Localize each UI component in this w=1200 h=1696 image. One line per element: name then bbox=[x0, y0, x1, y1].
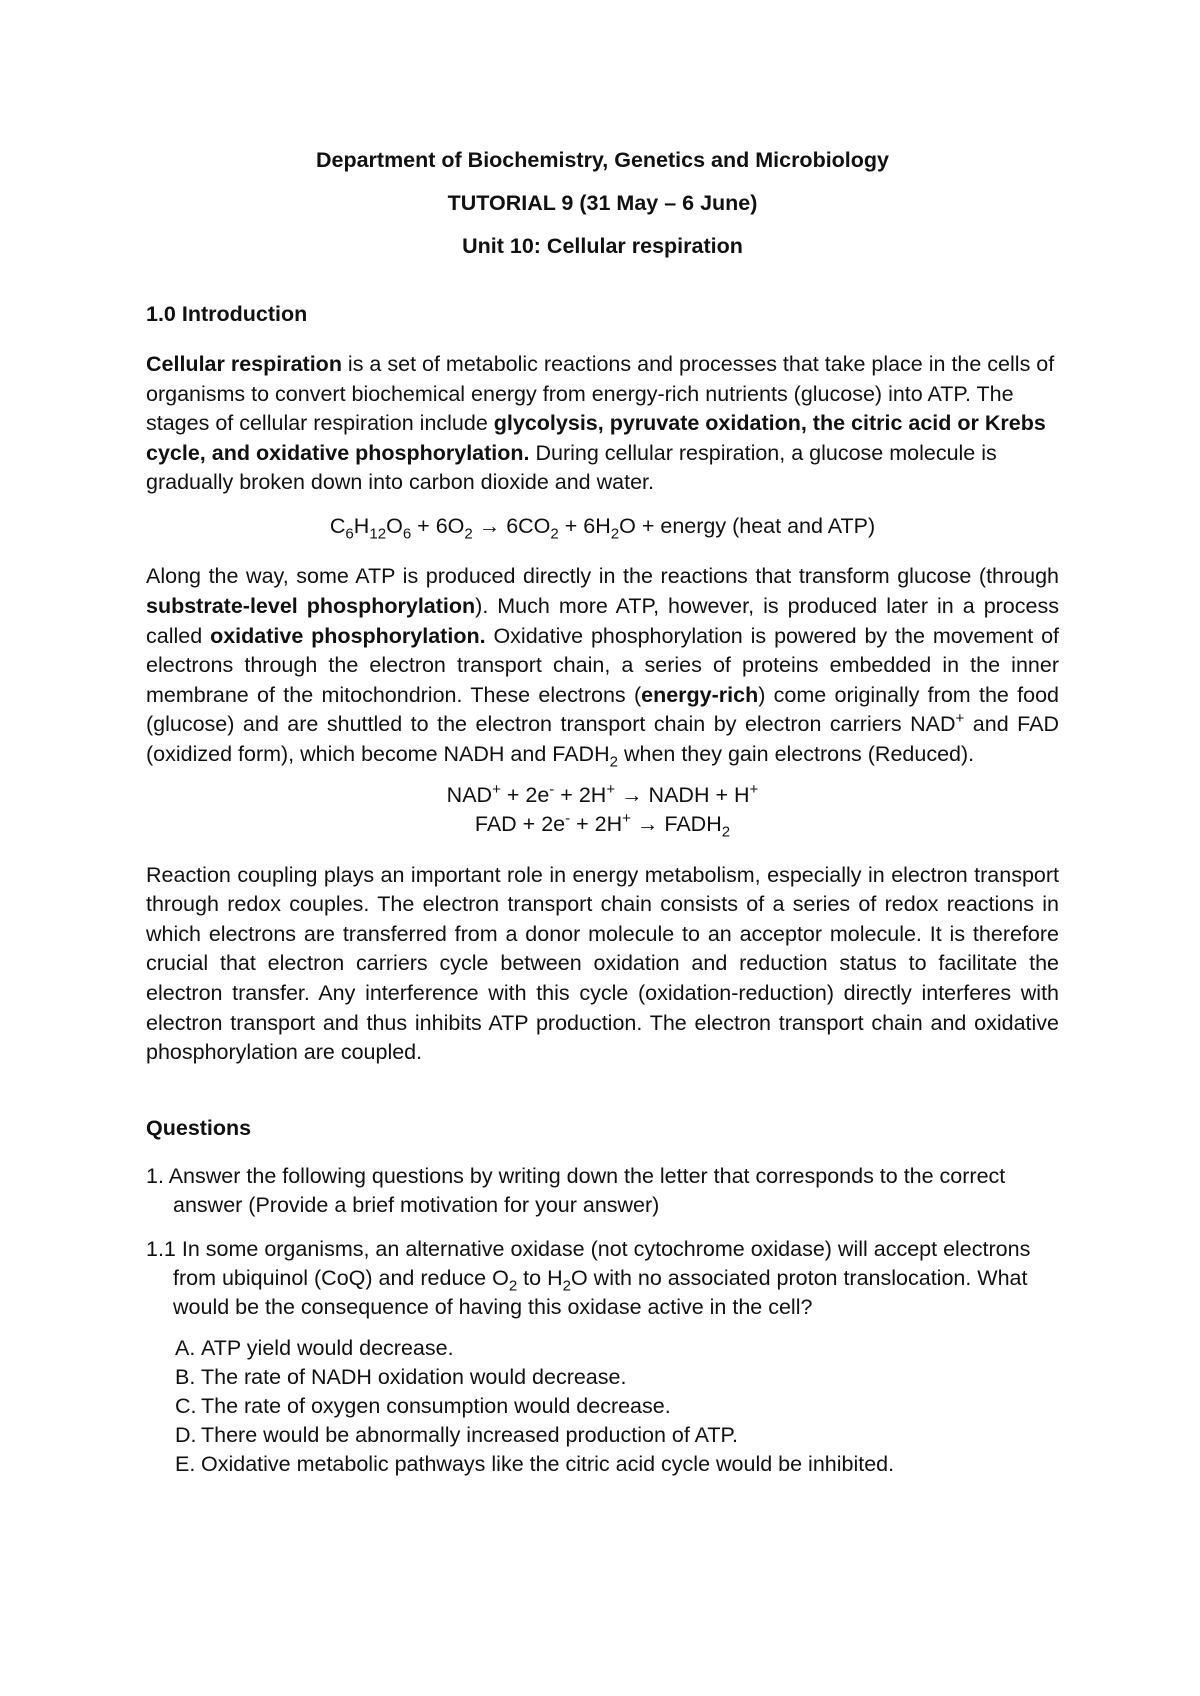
eq-energy: O + energy (heat and ATP) bbox=[619, 513, 876, 538]
nad-eq-a: NAD bbox=[446, 782, 493, 807]
answer-options bbox=[146, 1334, 1059, 1479]
introduction-title: 1.0 Introduction bbox=[146, 302, 308, 326]
intro-p2-text-2: ). Much more ATP, however, is produced later in a process called bbox=[146, 594, 1059, 648]
intro-p2-text-3: Oxidative phosphorylation is powered by the movement of electrons through the electron transport chain, a series of proteins embedded in the inner membrane of the mitochondrion. These electrons ( bbox=[146, 623, 1060, 707]
option-text: ATP yield would decrease. bbox=[201, 1335, 454, 1360]
term-oxidative-phosphorylation: oxidative phosphorylation. bbox=[210, 623, 486, 648]
fad-eq-b-sup: + bbox=[622, 809, 631, 827]
intro-p1-text-1: is a set of metabolic reactions and processes that take place in the cells of organisms to convert biochemical energy from energy-rich nutrients (glucose) into ATP. The stages of cellular respiration include bbox=[146, 352, 1055, 436]
nad-plus-sup: + bbox=[955, 710, 965, 728]
eq-hydrogen-sub: 12 bbox=[369, 525, 387, 543]
eq-plus-h2o: + 6H bbox=[558, 513, 611, 538]
eq-o2-sub: 2 bbox=[464, 525, 473, 543]
term-energy-rich: energy-rich bbox=[641, 682, 759, 707]
question-1-1 bbox=[146, 1235, 1059, 1322]
department-heading: Department of Biochemistry, Genetics and Microbiology bbox=[315, 148, 890, 172]
nad-eq-c-sup: + bbox=[606, 780, 616, 798]
eq-oxygen-sub: 6 bbox=[402, 525, 412, 543]
eq-arrow-co2: → 6CO bbox=[472, 513, 551, 538]
questions-title: Questions bbox=[146, 1115, 252, 1140]
question-1: 1. Answer the following questions by writing down the letter that corresponds to the correct answer (Provide a brief motivation for your answer) bbox=[146, 1163, 1006, 1217]
unit-heading: Unit 10: Cellular respiration bbox=[462, 234, 743, 258]
eq-oxygen: O bbox=[386, 513, 403, 538]
eq-carbon: C bbox=[329, 513, 346, 538]
q11-text-3: O with no associated proton translocation. What would be the consequence of having this oxidase active in the cell? bbox=[173, 1265, 1028, 1319]
eq-hydrogen: H bbox=[353, 513, 370, 538]
intro-p2-text-6: when they gain electrons (Reduced). bbox=[617, 742, 975, 767]
stages-list: glycolysis, pyruvate oxidation, the citric acid or Krebs cycle, and oxidative phosphorylation. bbox=[146, 411, 1046, 465]
fad-eq-a-sup: - bbox=[565, 809, 571, 827]
q11-text-1: 1.1 In some organisms, an alternative oxidase (not cytochrome oxidase) will accept electrons from ubiquinol (CoQ) and reduce O bbox=[146, 1236, 1031, 1290]
fad-eq-c: → FADH bbox=[630, 811, 722, 836]
option-c bbox=[175, 1392, 1059, 1421]
nad-eq-b: + 2e bbox=[500, 782, 550, 807]
q11-h2o-sub: 2 bbox=[562, 1277, 571, 1295]
q11-o2-sub: 2 bbox=[508, 1277, 518, 1295]
nad-eq-d: → NADH + H bbox=[615, 782, 750, 807]
eq-plus-o2: + 6O bbox=[411, 513, 465, 538]
fad-equation bbox=[146, 810, 1059, 839]
option-letter: B. bbox=[175, 1364, 196, 1389]
nad-eq-a-sup: + bbox=[492, 780, 501, 798]
option-text: The rate of NADH oxidation would decrease. bbox=[201, 1364, 627, 1389]
intro-p2-text-5: and FAD (oxidized form), which become NADH and FADH bbox=[146, 712, 1059, 767]
nad-equation bbox=[146, 781, 1059, 810]
option-text: The rate of oxygen consumption would decrease. bbox=[201, 1393, 671, 1418]
intro-p2-text-4: ) come originally from the food (glucose) and are shuttled to the electron transport chain by electron carriers NAD bbox=[146, 682, 1059, 737]
option-e bbox=[175, 1450, 1059, 1479]
eq-co2-sub: 2 bbox=[550, 525, 559, 543]
option-a bbox=[175, 1334, 1059, 1363]
intro-paragraph-2 bbox=[146, 562, 1059, 769]
option-text: Oxidative metabolic pathways like the citric acid cycle would be inhibited. bbox=[201, 1451, 895, 1476]
option-d bbox=[175, 1421, 1059, 1450]
nad-eq-c: + 2H bbox=[554, 782, 607, 807]
redox-equations bbox=[146, 781, 1059, 839]
fad-eq-a: FAD + 2e bbox=[474, 811, 566, 836]
intro-paragraph-3: Reaction coupling plays an important role in energy metabolism, especially in electron transport through redox couples. The electron transport chain consists of a series of redox reactions in which electrons are transferred from a donor molecule to an acceptor molecule. It is therefore crucial that electron carriers cycle between oxidation and reduction status to facilitate the electron transfer. Any interference with this cycle (oxidation-reduction) directly interferes with electron transport and thus inhibits ATP production. The electron transport chain and oxidative phosphorylation are coupled. bbox=[146, 862, 1059, 1065]
fadh2-sub: 2 bbox=[609, 753, 618, 771]
intro-p1-text-2: During cellular respiration, a glucose molecule is gradually broken down into carbon dioxide and water. bbox=[146, 440, 997, 495]
option-letter: A. bbox=[175, 1335, 196, 1360]
option-b bbox=[175, 1363, 1059, 1392]
nad-eq-d-sup: + bbox=[749, 780, 759, 798]
option-letter: C. bbox=[175, 1393, 197, 1418]
term-substrate-level: substrate-level phosphorylation bbox=[146, 594, 476, 619]
term-cellular-respiration: Cellular respiration bbox=[146, 352, 342, 376]
eq-h2o-sub: 2 bbox=[610, 525, 620, 543]
option-text: There would be abnormally increased production of ATP. bbox=[201, 1422, 739, 1447]
fad-eq-c-sub: 2 bbox=[721, 822, 731, 840]
tutorial-heading: TUTORIAL 9 (31 May – 6 June) bbox=[447, 191, 758, 215]
q11-text-2: to H bbox=[517, 1265, 563, 1290]
intro-p2-text-1: Along the way, some ATP is produced directly in the reactions that transform glucose (through bbox=[146, 564, 1059, 589]
intro-paragraph-1 bbox=[146, 350, 1059, 498]
option-letter: D. bbox=[175, 1422, 197, 1447]
fad-eq-b: + 2H bbox=[570, 811, 623, 836]
nad-eq-b-sup: - bbox=[549, 780, 555, 798]
option-letter: E. bbox=[175, 1451, 196, 1476]
eq-carbon-sub: 6 bbox=[345, 525, 354, 543]
respiration-equation bbox=[146, 512, 1059, 541]
